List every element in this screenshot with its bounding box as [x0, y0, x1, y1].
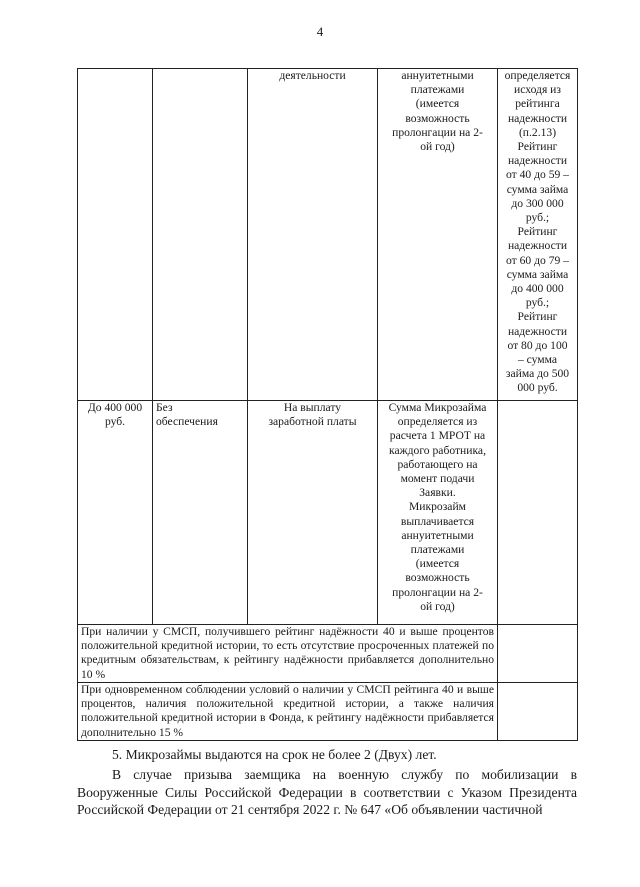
- paragraph-first-line: В случае призыва заемщика на военную службу по мобилизации в: [112, 767, 577, 782]
- collateral-cell: Без обеспечения: [153, 401, 248, 625]
- paragraph-mobilization: [77, 766, 577, 819]
- table-row: [78, 401, 578, 625]
- paragraph-continuation: Вооруженные Силы Российской Федерации в соответствии с Указом Президента Российской Федерации от 21 сентября 2022 г. № 647 «Об объявлении частичной: [77, 784, 577, 818]
- collateral-cell: [153, 69, 248, 401]
- loan-purpose-cell: На выплату заработной платы: [248, 401, 378, 625]
- empty-cell: [498, 625, 578, 683]
- table-row: [78, 625, 578, 683]
- table-row: [78, 683, 578, 741]
- paragraph-loan-term: 5. Микрозаймы выдаются на срок не более 2 (Двух) лет.: [112, 747, 437, 762]
- table-row: [78, 69, 578, 401]
- loan-conditions-cell: Сумма Микрозайма определяется из расчета 1 МРОТ на каждого работника, работающего на момент подачи Заявки. Микрозайм выплачивается аннуитетными платежами (имеется возможность пролонгации на 2- ой год): [378, 401, 498, 625]
- loan-amount-cell: До 400 000 руб.: [78, 401, 153, 625]
- loan-rating-cell: [498, 401, 578, 625]
- rating-bonus-10-note: При наличии у СМСП, получившего рейтинг надёжности 40 и выше процентов положительной кредитной истории, то есть отсутствие просроченных платежей по кредитным обязательствам, к рейтингу надёжности прибавляется дополнительно 10 %: [78, 625, 498, 683]
- empty-cell: [498, 683, 578, 741]
- loan-conditions-cell: аннуитетными платежами (имеется возможность пролонгации на 2- ой год): [378, 69, 498, 401]
- loan-amount-cell: [78, 69, 153, 401]
- page-number: 4: [316, 24, 324, 39]
- loan-rating-cell: определяется исходя из рейтинга надежности (п.2.13) Рейтинг надежности от 40 до 59 – сумма займа до 300 000 руб.; Рейтинг надежности от 60 до 79 – сумма займа до 400 000 руб.; Рейтинг надежности от 80 до 100 – сумма займа до 500 000 руб.: [498, 69, 578, 401]
- loan-terms-table: [77, 68, 578, 741]
- rating-bonus-15-note: При одновременном соблюдении условий о наличии у СМСП рейтинга 40 и выше процентов, наличия положительной кредитной истории, а также наличия положительной кредитной истории в Фонда, к рейтингу надёжности прибавляется дополнительно 15 %: [78, 683, 498, 741]
- loan-purpose-cell: деятельности: [248, 69, 378, 401]
